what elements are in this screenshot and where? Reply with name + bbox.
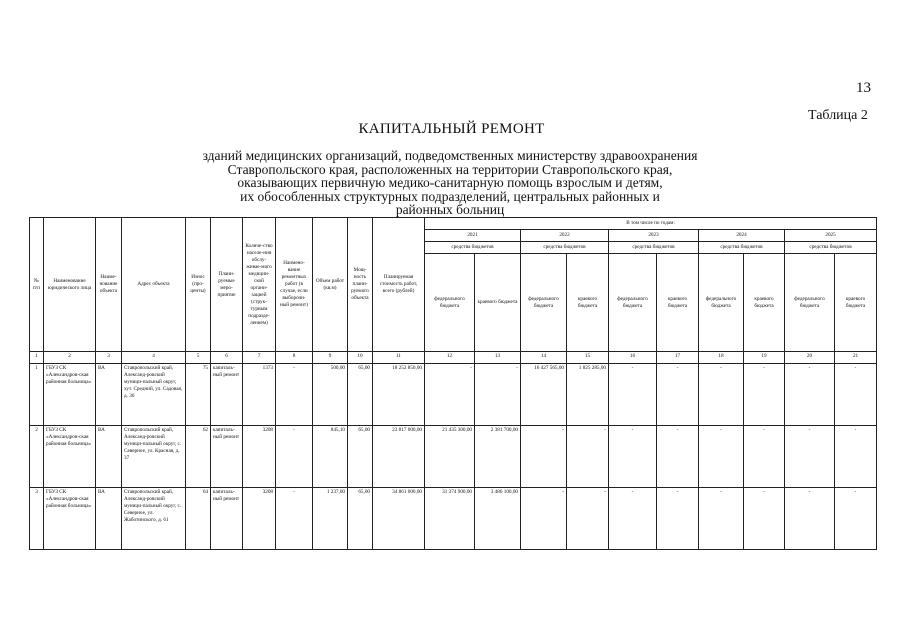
document-title: КАПИТАЛЬНЫЙ РЕМОНТ <box>358 121 545 137</box>
capital-repair-table <box>29 217 877 550</box>
header-no: № п/п <box>30 218 44 352</box>
table-row <box>30 364 877 426</box>
subtitle-line: районных больниц <box>395 202 505 217</box>
cell-object: ВА <box>96 488 122 550</box>
page-number: 13 <box>856 80 871 96</box>
cell-address: Ставропольский край, Александ-ровский муници-пальный округ, хут. Средний, ул. Садовая, д. 30 <box>122 364 186 426</box>
cell-y2025-fed: - <box>785 488 835 550</box>
header-federal: федерального бюджета <box>609 254 657 352</box>
column-number: 1 <box>30 352 44 364</box>
header-federal: федерального бюджета <box>521 254 567 352</box>
column-number: 14 <box>521 352 567 364</box>
cell-y2021-fed: - <box>425 364 475 426</box>
cell-y2023-reg: - <box>657 488 699 550</box>
cell-y2023-fed: - <box>609 426 657 488</box>
cell-address: Ставропольский край, Александ-ровский муници-пальный округ, с. Северное, ул. Красная, д. 37 <box>122 426 186 488</box>
cell-cost: 34 861 000,00 <box>373 488 425 550</box>
header-federal: федерального бюджета <box>785 254 835 352</box>
cell-y2025-fed: - <box>785 364 835 426</box>
column-number: 3 <box>96 352 122 364</box>
cell-y2022-reg: 1 825 285,00 <box>567 364 609 426</box>
cell-y2025-fed: - <box>785 426 835 488</box>
header-regional: краевого бюджета <box>567 254 609 352</box>
cell-y2023-fed: - <box>609 364 657 426</box>
column-number: 8 <box>276 352 313 364</box>
header-year: 2024 <box>699 230 785 242</box>
cell-works: - <box>276 426 313 488</box>
table-row <box>30 426 877 488</box>
cell-y2024-reg: - <box>744 364 785 426</box>
cell-volume: 1 237,00 <box>313 488 348 550</box>
cell-wear: 75 <box>186 364 211 426</box>
cell-y2022-reg: - <box>567 488 609 550</box>
column-number: 12 <box>425 352 475 364</box>
cell-object: ВА <box>96 426 122 488</box>
header-planned-cost: Планируемая стоимость работ, всего (рублей) <box>373 218 425 352</box>
cell-y2023-reg: - <box>657 364 699 426</box>
cell-cost: 23 817 000,00 <box>373 426 425 488</box>
cell-y2024-fed: - <box>699 488 744 550</box>
cell-works: - <box>276 364 313 426</box>
column-number: 11 <box>373 352 425 364</box>
header-regional: краевого бюджета <box>835 254 877 352</box>
header-budget-sources: средства бюджетов <box>521 242 609 254</box>
header-by-years: В том числе по годам: <box>425 218 877 230</box>
cell-capacity: 65,00 <box>348 364 373 426</box>
column-number: 19 <box>744 352 785 364</box>
cell-object: ВА <box>96 364 122 426</box>
column-number: 15 <box>567 352 609 364</box>
column-number: 16 <box>609 352 657 364</box>
header-year: 2021 <box>425 230 521 242</box>
column-number: 13 <box>475 352 521 364</box>
header-object-name: Наиме-нование объекта <box>96 218 122 352</box>
header-wear: Износ (про-центы) <box>186 218 211 352</box>
header-year: 2023 <box>609 230 699 242</box>
cell-population: 3208 <box>243 426 276 488</box>
cell-y2024-fed: - <box>699 364 744 426</box>
cell-capacity: 65,00 <box>348 426 373 488</box>
header-budget-sources: средства бюджетов <box>785 242 877 254</box>
header-address: Адрес объекта <box>122 218 186 352</box>
subtitle-line: оказывающих первичную медико-санитарную помощь взрослым и детям, <box>237 175 663 190</box>
cell-y2024-reg: - <box>744 488 785 550</box>
cell-measure: капиталь-ный ремонт <box>211 488 243 550</box>
cell-wear: 62 <box>186 426 211 488</box>
header-budget-sources: средства бюджетов <box>609 242 699 254</box>
cell-measure: капиталь-ный ремонт <box>211 426 243 488</box>
column-number: 5 <box>186 352 211 364</box>
header-population: Количе-ство населе-ния обслу-живае-мого медицин-ской органи-зацией (струк-турным подразде-лением) <box>243 218 276 352</box>
subtitle-line: их обособленных структурных подразделений, центральных районных и <box>240 188 660 204</box>
header-budget-sources: средства бюджетов <box>425 242 521 254</box>
header-federal: федерального бюджета <box>425 254 475 352</box>
table-row <box>30 488 877 550</box>
header-budget-sources: средства бюджетов <box>699 242 785 254</box>
cell-volume: 845,10 <box>313 426 348 488</box>
header-year: 2022 <box>521 230 609 242</box>
cell-y2022-fed: - <box>521 488 567 550</box>
cell-population: 1373 <box>243 364 276 426</box>
column-number: 2 <box>44 352 96 364</box>
header-regional: краевого бюджета <box>744 254 785 352</box>
header-regional: краевого бюджета <box>475 254 521 352</box>
header-repair-works: Наимено-вание ремонтных работ (в случае, если выборочн-ный ремонт) <box>276 218 313 352</box>
column-number: 4 <box>122 352 186 364</box>
cell-wear: 64 <box>186 488 211 550</box>
header-year: 2025 <box>785 230 877 242</box>
column-number: 6 <box>211 352 243 364</box>
column-number: 17 <box>657 352 699 364</box>
cell-y2022-reg: - <box>567 426 609 488</box>
header-capacity: Мощ-ность плани-руемого объекта <box>348 218 373 352</box>
table-label: Таблица 2 <box>808 108 868 123</box>
cell-y2025-reg: - <box>835 488 877 550</box>
cell-y2021-fed: 31 374 900,00 <box>425 488 475 550</box>
column-number: 18 <box>699 352 744 364</box>
cell-legal-name: ГБУЗ СК «Александров-ская районная больница» <box>44 488 96 550</box>
cell-measure: капиталь-ный ремонт <box>211 364 243 426</box>
header-regional: краевого бюджета <box>657 254 699 352</box>
cell-no: 3 <box>30 488 44 550</box>
column-number: 20 <box>785 352 835 364</box>
cell-y2021-reg: 3 486 100,00 <box>475 488 521 550</box>
column-number: 9 <box>313 352 348 364</box>
column-number-row <box>30 352 877 364</box>
cell-y2022-fed: 16 427 565,00 <box>521 364 567 426</box>
document-subtitle <box>120 149 780 217</box>
subtitle-line: Ставропольского края, расположенных на территории Ставропольского края, <box>227 161 673 177</box>
cell-y2021-reg: 2 381 700,00 <box>475 426 521 488</box>
cell-legal-name: ГБУЗ СК «Александров-ская районная больница» <box>44 426 96 488</box>
cell-y2022-fed: - <box>521 426 567 488</box>
cell-y2021-fed: 21 435 300,00 <box>425 426 475 488</box>
header-federal: федерального бюджета <box>699 254 744 352</box>
cell-y2021-reg: - <box>475 364 521 426</box>
cell-population: 3208 <box>243 488 276 550</box>
cell-y2023-reg: - <box>657 426 699 488</box>
cell-no: 2 <box>30 426 44 488</box>
cell-legal-name: ГБУЗ СК «Александров-ская районная больница» <box>44 364 96 426</box>
cell-y2025-reg: - <box>835 364 877 426</box>
column-number: 10 <box>348 352 373 364</box>
cell-no: 1 <box>30 364 44 426</box>
cell-y2024-reg: - <box>744 426 785 488</box>
cell-volume: 500,00 <box>313 364 348 426</box>
cell-address: Ставропольский край, Александ-ровский муници-пальный округ, с. Северное, ул. Жаботинского, д. 61 <box>122 488 186 550</box>
column-number: 7 <box>243 352 276 364</box>
header-legal-name: Наименование юридического лица <box>44 218 96 352</box>
column-number: 21 <box>835 352 877 364</box>
header-volume: Объем работ (кв.м) <box>313 218 348 352</box>
cell-cost: 18 252 850,00 <box>373 364 425 426</box>
cell-capacity: 65,00 <box>348 488 373 550</box>
subtitle-line: зданий медицинских организаций, подведомственных министерству здравоохранения <box>202 148 698 163</box>
cell-y2025-reg: - <box>835 426 877 488</box>
cell-y2023-fed: - <box>609 488 657 550</box>
cell-works: - <box>276 488 313 550</box>
cell-y2024-fed: - <box>699 426 744 488</box>
header-planned-measure: Плани-руемые меро-приятие <box>211 218 243 352</box>
